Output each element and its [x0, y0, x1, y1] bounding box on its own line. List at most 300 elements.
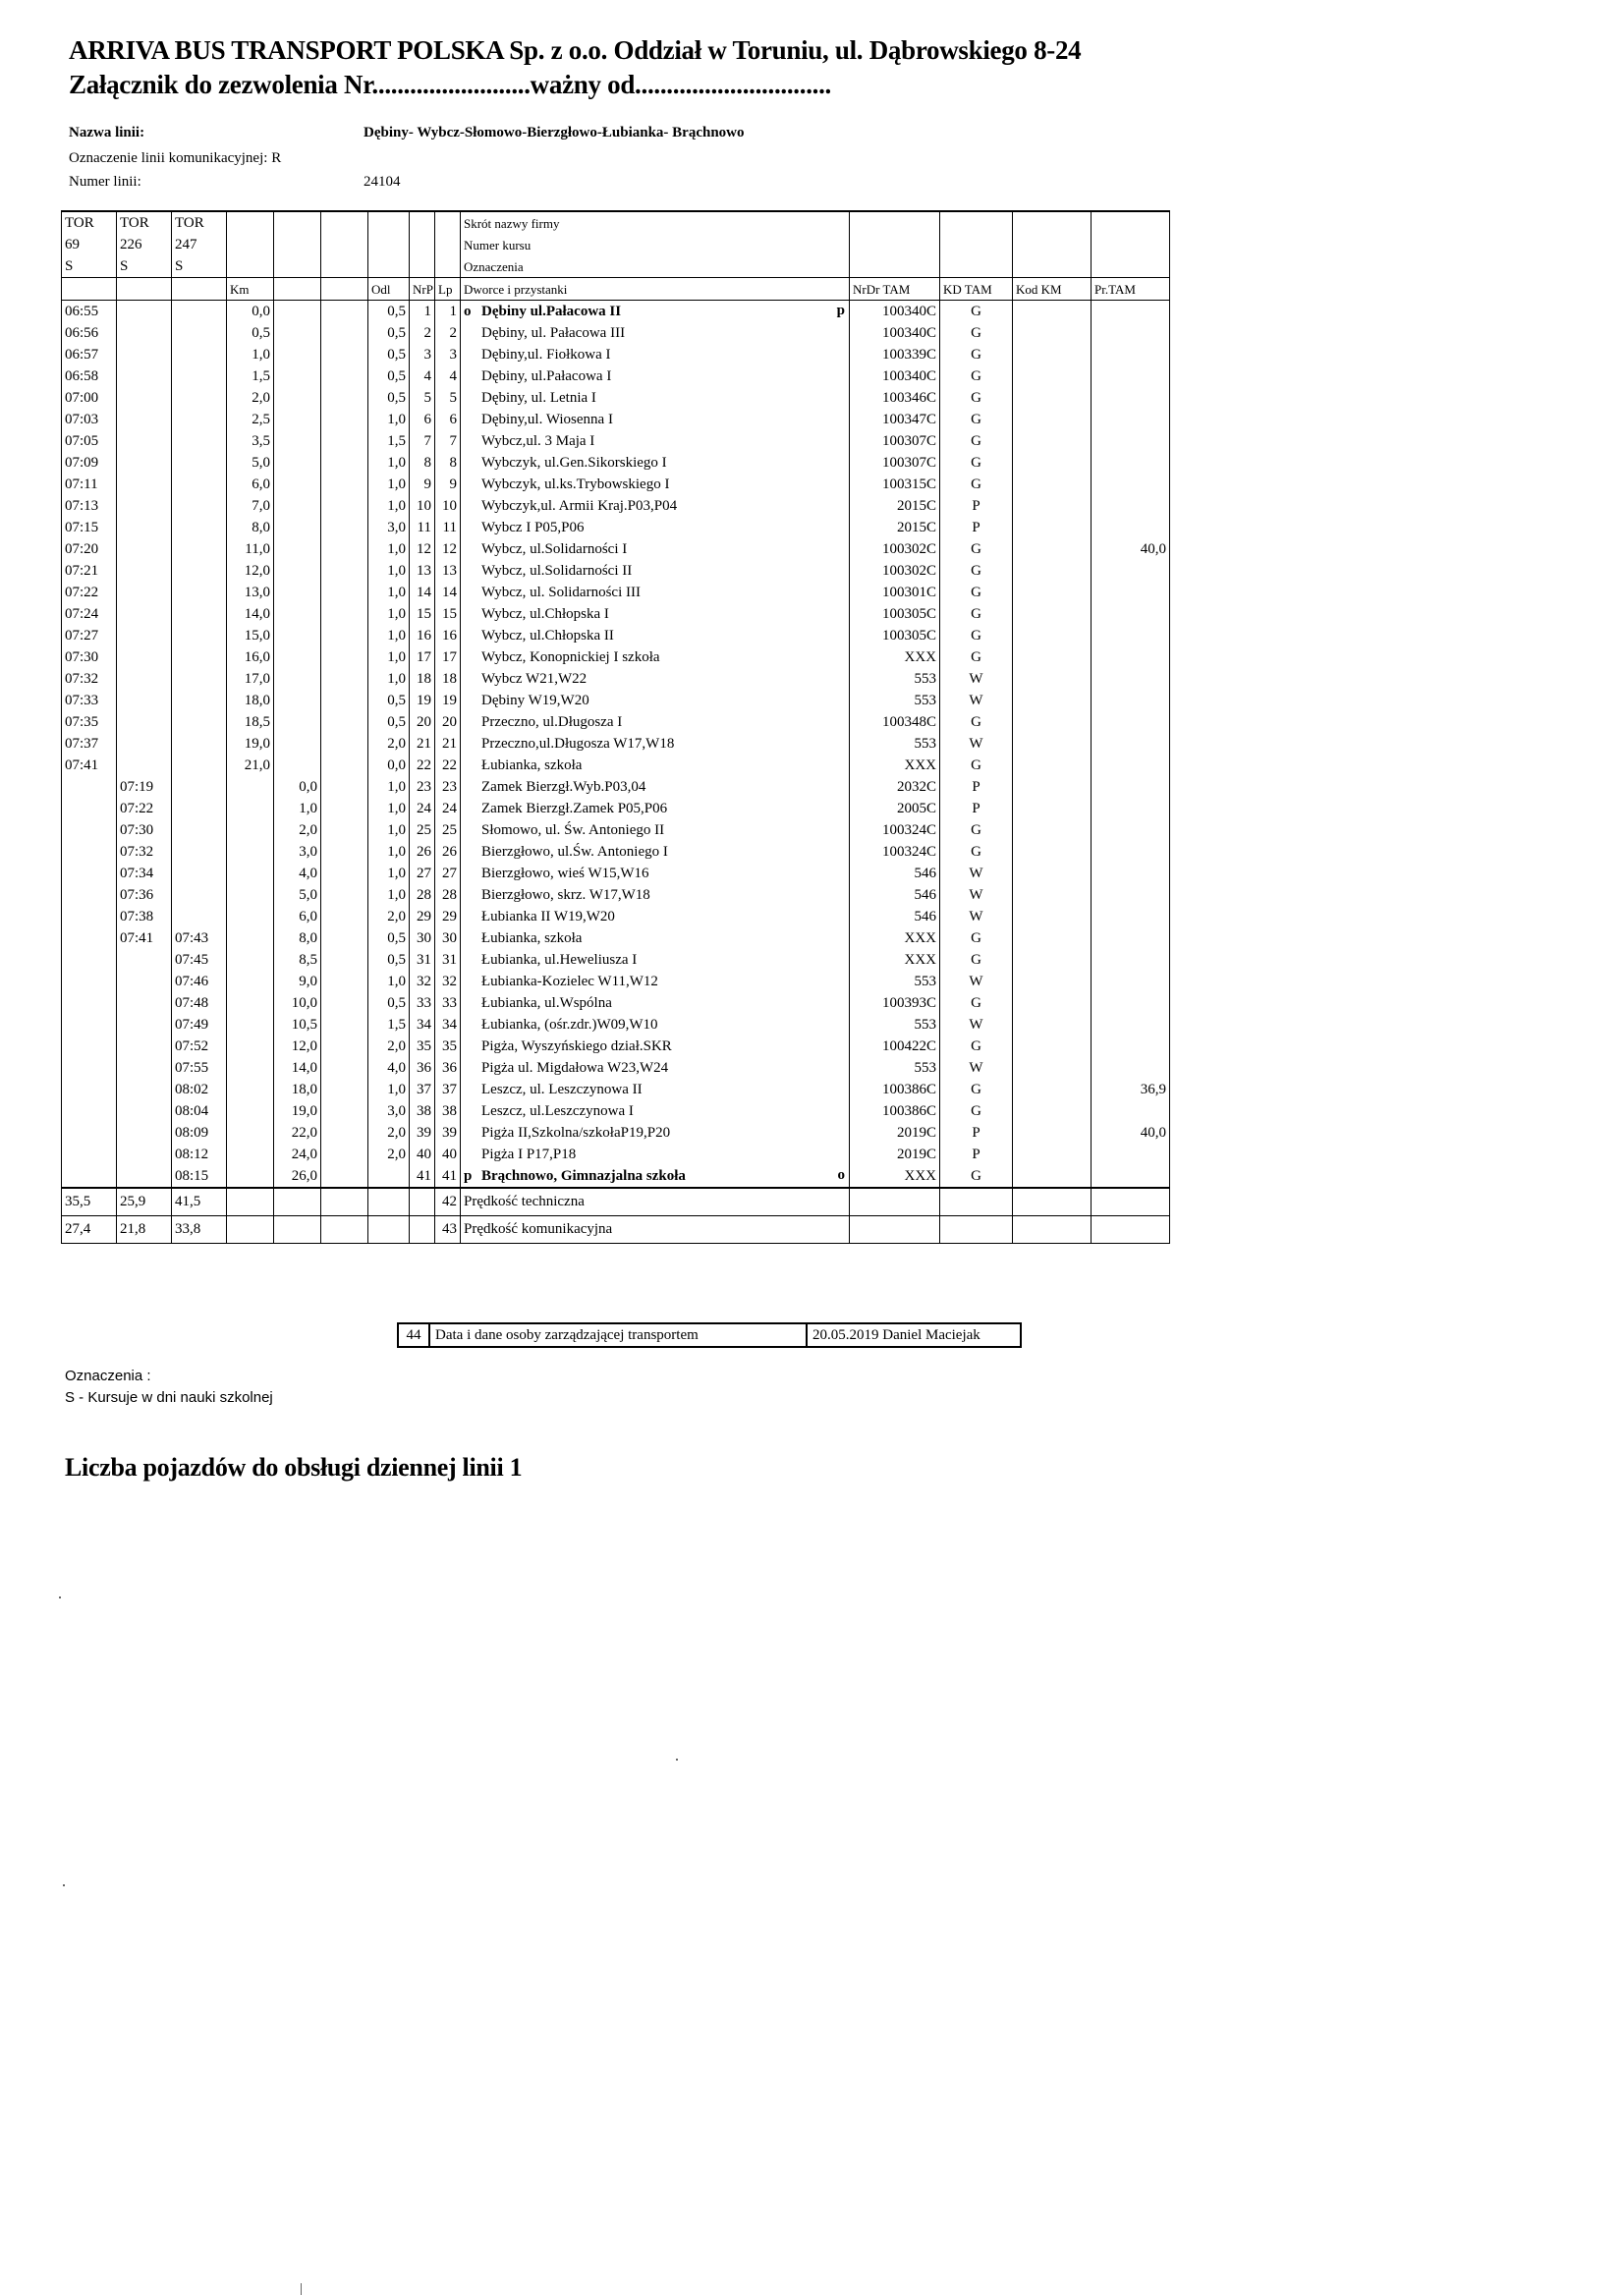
kod-km-cell — [1013, 927, 1092, 949]
col-header-kod: Kod KM — [1013, 278, 1092, 301]
lp-cell: 24 — [435, 798, 461, 819]
stop-name: Łubianka, szkoła — [481, 756, 583, 773]
stop-cell — [461, 365, 850, 387]
departure-time-course-1 — [62, 1144, 117, 1165]
course-info-cell: 226 — [117, 234, 172, 255]
departure-time-course-1: 07:35 — [62, 711, 117, 733]
km-cell — [227, 1014, 274, 1036]
pr-tam-cell — [1092, 582, 1170, 603]
departure-time-course-2 — [117, 452, 172, 474]
pr-tam-cell — [1092, 949, 1170, 971]
nrp-cell: 35 — [410, 1036, 435, 1057]
km-cell — [321, 409, 368, 430]
distance-cell: 1,0 — [368, 884, 410, 906]
km-cell: 24,0 — [274, 1144, 321, 1165]
km-cell — [321, 819, 368, 841]
km-cell: 2,0 — [274, 819, 321, 841]
kd-tam-cell: P — [940, 1144, 1013, 1165]
timetable-row — [62, 582, 1170, 603]
timetable-row — [62, 733, 1170, 755]
course-info-row — [62, 255, 1170, 278]
kod-km-cell — [1013, 517, 1092, 538]
lp-cell: 12 — [435, 538, 461, 560]
stop-name: Wybcz, ul.Chłopska II — [481, 627, 614, 644]
stop-name: Przeczno,ul.Długosza W17,W18 — [481, 735, 675, 752]
distance-cell: 0,5 — [368, 927, 410, 949]
timetable-row — [62, 992, 1170, 1014]
empty-cell — [274, 1188, 321, 1216]
departure-time-course-2 — [117, 971, 172, 992]
pr-tam-cell — [1092, 755, 1170, 776]
pr-tam-cell — [1092, 603, 1170, 625]
course-info-label: Skrót nazwy firmy — [461, 211, 850, 234]
departure-time-course-3 — [172, 690, 227, 711]
km-cell — [321, 992, 368, 1014]
departure-time-course-2 — [117, 733, 172, 755]
pr-tam-cell — [1092, 776, 1170, 798]
km-cell — [227, 1165, 274, 1188]
km-cell — [321, 949, 368, 971]
km-cell — [321, 387, 368, 409]
empty-cell — [227, 211, 274, 234]
pr-tam-cell — [1092, 1036, 1170, 1057]
stop-name: Dębiny,ul. Wiosenna I — [481, 411, 613, 427]
kod-km-cell — [1013, 452, 1092, 474]
kd-tam-cell: G — [940, 430, 1013, 452]
departure-time-course-2 — [117, 322, 172, 344]
speed-value: 25,9 — [117, 1188, 172, 1216]
km-cell — [274, 603, 321, 625]
km-cell — [321, 301, 368, 323]
kod-km-cell — [1013, 863, 1092, 884]
km-cell — [274, 668, 321, 690]
km-cell: 17,0 — [227, 668, 274, 690]
km-cell: 12,0 — [274, 1036, 321, 1057]
pr-tam-cell — [1092, 798, 1170, 819]
km-cell: 3,0 — [274, 841, 321, 863]
km-cell — [227, 992, 274, 1014]
km-cell: 1,0 — [227, 344, 274, 365]
departure-time-course-1: 06:58 — [62, 365, 117, 387]
departure-time-course-1: 07:21 — [62, 560, 117, 582]
kd-tam-cell: G — [940, 1100, 1013, 1122]
km-cell: 8,5 — [274, 949, 321, 971]
stop-cell — [461, 798, 850, 819]
stop-name: Wybczyk,ul. Armii Kraj.P03,P04 — [481, 497, 678, 514]
pr-tam-cell — [1092, 474, 1170, 495]
stop-cell — [461, 430, 850, 452]
departure-time-course-1 — [62, 1100, 117, 1122]
empty-cell — [1092, 1188, 1170, 1216]
stop-name: Przeczno, ul.Długosza I — [481, 713, 623, 730]
km-cell: 0,0 — [274, 776, 321, 798]
empty-cell — [368, 211, 410, 234]
departure-time-course-2 — [117, 992, 172, 1014]
departure-time-course-1: 07:37 — [62, 733, 117, 755]
kod-km-cell — [1013, 430, 1092, 452]
pr-tam-cell: 40,0 — [1092, 538, 1170, 560]
pr-tam-cell — [1092, 668, 1170, 690]
departure-time-course-1 — [62, 776, 117, 798]
kd-tam-cell: G — [940, 365, 1013, 387]
departure-time-course-3 — [172, 668, 227, 690]
distance-cell: 0,5 — [368, 365, 410, 387]
departure-time-course-3 — [172, 755, 227, 776]
document-subtitle: Załącznik do zezwolenia Nr.........................ważny od............................... — [69, 70, 832, 99]
departure-time-course-2 — [117, 474, 172, 495]
stop-name: Wybcz,ul. 3 Maja I — [481, 432, 595, 449]
nrdr-tam-cell: 546 — [850, 863, 940, 884]
stop-name: Pigża I P17,P18 — [481, 1146, 577, 1162]
kod-km-cell — [1013, 1057, 1092, 1079]
pr-tam-cell — [1092, 819, 1170, 841]
departure-time-course-1: 07:09 — [62, 452, 117, 474]
km-cell — [274, 690, 321, 711]
timetable-row — [62, 322, 1170, 344]
departure-time-course-1 — [62, 992, 117, 1014]
km-cell: 0,5 — [227, 322, 274, 344]
pr-tam-cell — [1092, 971, 1170, 992]
departure-time-course-1: 07:15 — [62, 517, 117, 538]
km-cell — [321, 690, 368, 711]
lp-cell: 18 — [435, 668, 461, 690]
stop-name: Bierzgłowo, skrz. W17,W18 — [481, 886, 650, 903]
nrdr-tam-cell: 2015C — [850, 495, 940, 517]
speed-value: 21,8 — [117, 1216, 172, 1244]
stop-name: Zamek Bierzgł.Zamek P05,P06 — [481, 800, 668, 816]
km-cell — [321, 560, 368, 582]
distance-cell: 1,0 — [368, 603, 410, 625]
km-cell — [321, 322, 368, 344]
stop-name: Pigża, Wyszyńskiego dział.SKR — [481, 1037, 672, 1054]
stop-cell — [461, 301, 850, 323]
km-cell — [321, 733, 368, 755]
pr-tam-cell — [1092, 1144, 1170, 1165]
line-designation-label: Oznaczenie linii komunikacyjnej: — [69, 150, 268, 166]
stop-cell — [461, 409, 850, 430]
pr-tam-cell — [1092, 1057, 1170, 1079]
departure-time-course-3 — [172, 322, 227, 344]
nrp-cell: 29 — [410, 906, 435, 927]
kod-km-cell — [1013, 1144, 1092, 1165]
departure-time-course-3 — [172, 495, 227, 517]
km-cell — [274, 495, 321, 517]
kd-tam-cell: G — [940, 755, 1013, 776]
stop-cell — [461, 1165, 850, 1188]
departure-time-course-1: 06:56 — [62, 322, 117, 344]
timetable-row — [62, 344, 1170, 365]
stop-cell — [461, 819, 850, 841]
stop-name: Dębiny ul.Pałacowa II — [481, 303, 622, 319]
km-cell — [321, 344, 368, 365]
course-info-cell: TOR — [117, 211, 172, 234]
km-cell — [321, 582, 368, 603]
nrp-cell: 2 — [410, 322, 435, 344]
kod-km-cell — [1013, 322, 1092, 344]
distance-cell: 0,5 — [368, 690, 410, 711]
stop-cell — [461, 495, 850, 517]
nrdr-tam-cell: 100422C — [850, 1036, 940, 1057]
km-cell — [321, 798, 368, 819]
km-cell: 18,0 — [227, 690, 274, 711]
departure-time-course-2 — [117, 538, 172, 560]
empty-cell — [1092, 255, 1170, 278]
kd-tam-cell: P — [940, 798, 1013, 819]
timetable-row — [62, 711, 1170, 733]
stop-name: Wybczyk, ul.ks.Trybowskiego I — [481, 476, 670, 492]
km-cell — [227, 776, 274, 798]
stop-name: Bierzgłowo, ul.Św. Antoniego I — [481, 843, 668, 860]
kd-tam-cell: G — [940, 452, 1013, 474]
empty-cell — [321, 1188, 368, 1216]
stop-cell — [461, 668, 850, 690]
kd-tam-cell: W — [940, 1057, 1013, 1079]
departure-time-course-3: 07:46 — [172, 971, 227, 992]
nrp-cell: 6 — [410, 409, 435, 430]
lp-cell: 29 — [435, 906, 461, 927]
stop-prefix: p — [464, 1167, 473, 1184]
empty-cell — [940, 234, 1013, 255]
timetable-row — [62, 301, 1170, 323]
nrdr-tam-cell: 2005C — [850, 798, 940, 819]
kd-tam-cell: G — [940, 322, 1013, 344]
km-cell — [321, 971, 368, 992]
empty-cell — [1092, 1216, 1170, 1244]
stop-name: Dębiny,ul. Fiołkowa I — [481, 346, 611, 363]
legend — [65, 1366, 273, 1409]
stop-cell — [461, 906, 850, 927]
departure-time-course-3 — [172, 819, 227, 841]
departure-time-course-3 — [172, 560, 227, 582]
nrdr-tam-cell: 553 — [850, 1057, 940, 1079]
distance-cell: 1,0 — [368, 819, 410, 841]
kd-tam-cell: G — [940, 1165, 1013, 1188]
empty-cell — [850, 234, 940, 255]
kod-km-cell — [1013, 538, 1092, 560]
scan-speck — [676, 1759, 678, 1761]
pr-tam-cell: 36,9 — [1092, 1079, 1170, 1100]
departure-time-course-1 — [62, 1122, 117, 1144]
nrdr-tam-cell: 100301C — [850, 582, 940, 603]
nrp-cell: 21 — [410, 733, 435, 755]
lp-cell: 32 — [435, 971, 461, 992]
kd-tam-cell: G — [940, 538, 1013, 560]
departure-time-course-1: 07:03 — [62, 409, 117, 430]
timetable-row — [62, 949, 1170, 971]
pr-tam-cell — [1092, 841, 1170, 863]
km-cell — [227, 1036, 274, 1057]
kd-tam-cell: G — [940, 711, 1013, 733]
km-cell: 19,0 — [274, 1100, 321, 1122]
km-cell — [274, 517, 321, 538]
kod-km-cell — [1013, 301, 1092, 323]
kod-km-cell — [1013, 625, 1092, 646]
empty-cell — [227, 234, 274, 255]
nrp-cell: 37 — [410, 1079, 435, 1100]
timetable-row — [62, 495, 1170, 517]
nrp-cell: 34 — [410, 1014, 435, 1036]
departure-time-course-1 — [62, 863, 117, 884]
course-info-cell: TOR — [172, 211, 227, 234]
departure-time-course-2: 07:41 — [117, 927, 172, 949]
departure-time-course-1: 07:20 — [62, 538, 117, 560]
kd-tam-cell: G — [940, 625, 1013, 646]
distance-cell: 2,0 — [368, 1122, 410, 1144]
transport-manager-value: 20.05.2019 Daniel Maciejak — [807, 1323, 1021, 1347]
departure-time-course-1 — [62, 1014, 117, 1036]
departure-time-course-1: 07:11 — [62, 474, 117, 495]
distance-cell: 4,0 — [368, 1057, 410, 1079]
distance-cell: 1,0 — [368, 409, 410, 430]
empty-cell — [435, 211, 461, 234]
stop-name: Wybcz, ul.Chłopska I — [481, 605, 609, 622]
departure-time-course-1: 07:13 — [62, 495, 117, 517]
nrdr-tam-cell: 553 — [850, 733, 940, 755]
distance-cell: 0,5 — [368, 301, 410, 323]
pr-tam-cell — [1092, 1165, 1170, 1188]
stop-cell — [461, 560, 850, 582]
empty-cell — [850, 211, 940, 234]
distance-cell: 2,0 — [368, 733, 410, 755]
km-cell — [321, 1100, 368, 1122]
nrp-cell: 5 — [410, 387, 435, 409]
departure-time-course-3 — [172, 884, 227, 906]
kod-km-cell — [1013, 603, 1092, 625]
nrp-cell: 15 — [410, 603, 435, 625]
km-cell — [321, 1144, 368, 1165]
timetable-row — [62, 927, 1170, 949]
empty-cell — [1013, 234, 1092, 255]
nrp-cell: 12 — [410, 538, 435, 560]
pr-tam-cell — [1092, 863, 1170, 884]
departure-time-course-1: 07:00 — [62, 387, 117, 409]
stop-name: Leszcz, ul. Leszczynowa II — [481, 1081, 643, 1097]
stop-name: Wybcz, ul.Solidarności II — [481, 562, 633, 579]
stop-name: Łubianka, ul.Wspólna — [481, 994, 612, 1011]
departure-time-course-3 — [172, 733, 227, 755]
km-cell — [321, 906, 368, 927]
nrp-cell: 19 — [410, 690, 435, 711]
nrp-cell: 24 — [410, 798, 435, 819]
kod-km-cell — [1013, 1122, 1092, 1144]
stop-cell — [461, 992, 850, 1014]
lp-cell: 39 — [435, 1122, 461, 1144]
lp-cell: 19 — [435, 690, 461, 711]
line-name-label: Nazwa linii: — [69, 125, 145, 140]
empty-cell — [435, 234, 461, 255]
empty-cell — [321, 234, 368, 255]
nrp-cell: 33 — [410, 992, 435, 1014]
stop-name: Słomowo, ul. Św. Antoniego II — [481, 821, 665, 838]
empty-cell — [227, 255, 274, 278]
pr-tam-cell — [1092, 301, 1170, 323]
kd-tam-cell: P — [940, 517, 1013, 538]
stop-name: Dębiny, ul. Letnia I — [481, 389, 596, 406]
km-cell — [274, 322, 321, 344]
kod-km-cell — [1013, 1079, 1092, 1100]
departure-time-course-1: 06:55 — [62, 301, 117, 323]
nrdr-tam-cell: 100348C — [850, 711, 940, 733]
stop-cell — [461, 733, 850, 755]
lp-cell: 23 — [435, 776, 461, 798]
empty-cell — [850, 255, 940, 278]
course-info-cell: 69 — [62, 234, 117, 255]
empty-cell — [62, 278, 117, 301]
speed-label: Prędkość komunikacyjna — [461, 1216, 850, 1244]
kod-km-cell — [1013, 884, 1092, 906]
km-cell: 4,0 — [274, 863, 321, 884]
pr-tam-cell: 40,0 — [1092, 1122, 1170, 1144]
departure-time-course-2 — [117, 1014, 172, 1036]
departure-time-course-2 — [117, 344, 172, 365]
km-cell — [274, 452, 321, 474]
stop-name: Brąchnowo, Gimnazjalna szkoła — [481, 1167, 686, 1184]
nrp-cell: 17 — [410, 646, 435, 668]
stop-cell — [461, 927, 850, 949]
departure-time-course-1: 07:05 — [62, 430, 117, 452]
departure-time-course-3: 07:55 — [172, 1057, 227, 1079]
stop-cell — [461, 582, 850, 603]
distance-cell: 1,0 — [368, 971, 410, 992]
departure-time-course-1: 07:30 — [62, 646, 117, 668]
departure-time-course-3 — [172, 711, 227, 733]
kod-km-cell — [1013, 495, 1092, 517]
line-number-row — [69, 171, 401, 193]
departure-time-course-2 — [117, 495, 172, 517]
lp-cell: 40 — [435, 1144, 461, 1165]
stop-suffix: o — [837, 1167, 845, 1183]
empty-cell — [227, 1216, 274, 1244]
stop-cell — [461, 755, 850, 776]
course-info-row — [62, 211, 1170, 234]
pr-tam-cell — [1092, 365, 1170, 387]
departure-time-course-3: 07:45 — [172, 949, 227, 971]
stop-name: Dębiny, ul. Pałacowa III — [481, 324, 626, 341]
nrp-cell: 3 — [410, 344, 435, 365]
km-cell: 5,0 — [274, 884, 321, 906]
stop-cell — [461, 322, 850, 344]
line-number-label: Numer linii: — [69, 174, 141, 190]
column-header-row — [62, 278, 1170, 301]
departure-time-course-2 — [117, 690, 172, 711]
kod-km-cell — [1013, 906, 1092, 927]
pr-tam-cell — [1092, 517, 1170, 538]
lp-cell: 38 — [435, 1100, 461, 1122]
km-cell — [321, 1036, 368, 1057]
stop-cell — [461, 971, 850, 992]
empty-cell — [227, 1188, 274, 1216]
km-cell — [321, 474, 368, 495]
pr-tam-cell — [1092, 992, 1170, 1014]
nrdr-tam-cell: XXX — [850, 949, 940, 971]
empty-cell — [410, 255, 435, 278]
departure-time-course-1: 07:27 — [62, 625, 117, 646]
empty-cell — [410, 234, 435, 255]
km-cell — [274, 387, 321, 409]
km-cell: 0,0 — [227, 301, 274, 323]
departure-time-course-3 — [172, 517, 227, 538]
departure-time-course-1 — [62, 1036, 117, 1057]
empty-cell — [1013, 255, 1092, 278]
empty-cell — [940, 1188, 1013, 1216]
departure-time-course-3 — [172, 301, 227, 323]
lp-cell: 35 — [435, 1036, 461, 1057]
stop-name: Wybcz, ul.Solidarności I — [481, 540, 628, 557]
departure-time-course-1: 07:32 — [62, 668, 117, 690]
departure-time-course-2 — [117, 603, 172, 625]
departure-time-course-2 — [117, 625, 172, 646]
stop-cell — [461, 1079, 850, 1100]
